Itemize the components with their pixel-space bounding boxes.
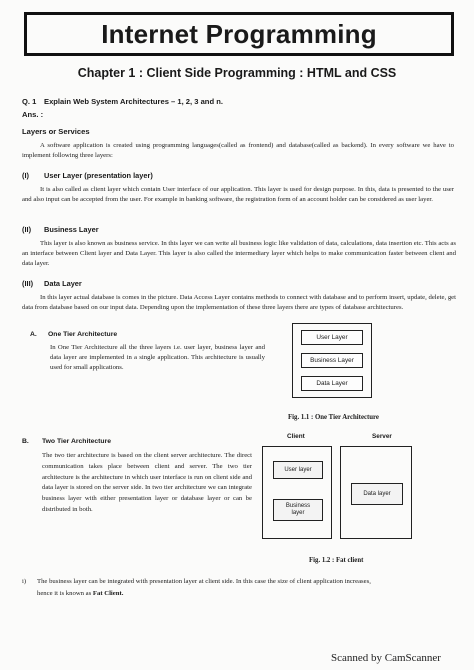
section-number: (II) [22, 225, 32, 234]
server-box [340, 446, 412, 539]
client-user-layer-box: User layer [273, 461, 323, 479]
section-data-layer-heading [22, 279, 82, 288]
paragraph-text: It is also called as client layer which contain User interface of our application. This layer is used for design purpose. In this, data is presented to the user and also input can be accepted from the user. For example in banking software, the registration form of an account holder can be considered as user layer. [22, 186, 454, 203]
subsection-title: One Tier Architecture [48, 331, 118, 338]
fat-client-term: Fat Client. [92, 590, 124, 597]
fat-client-text: hence it is known as [37, 590, 93, 597]
answer-label: Ans. : [22, 110, 44, 119]
one-tier-text: In One Tier Architecture all the three layers i.e. user layer, business layer and data layer are implemented in a single application. This architecture is usually used for small applications. [50, 344, 265, 371]
user-layer-box: User Layer [301, 330, 363, 345]
one-tier-diagram [292, 323, 372, 398]
server-data-layer-box: Data layer [351, 483, 403, 505]
question-text: Explain Web System Architectures – 1, 2, 3 and n. [44, 97, 223, 106]
chapter-heading: Chapter 1 : Client Side Programming : HTML and CSS [77, 66, 397, 80]
section-number: (III) [22, 279, 34, 288]
two-tier-heading [22, 438, 111, 445]
figure-caption: Fig. 1.2 : Fat client [309, 557, 364, 564]
fat-client-line-2 [37, 590, 123, 597]
business-layer-box: Business Layer [301, 353, 363, 368]
fat-client-text: The business layer can be integrated with presentation layer at client side. In this case the size of client application increases, [37, 578, 371, 585]
section-number: (I) [22, 171, 29, 180]
client-label: Client [287, 433, 305, 440]
subsection-letter: A. [30, 331, 37, 338]
subsection-title: Two Tier Architecture [42, 438, 111, 445]
fat-client-line [22, 578, 371, 585]
paragraph-text: This layer is also known as business service. In this layer we can write all business logic like validation of data, calculations, data insertion etc. This acts as an interface between Client layer and Data Layer. This layer is also called the intermediary layer which helps to make communication faster between client and data layer. [22, 240, 456, 267]
section-business-layer-text [22, 239, 456, 268]
intro-paragraph [22, 141, 454, 161]
layers-heading: Layers or Services [22, 127, 90, 136]
scanner-watermark: Scanned by CamScanner [331, 652, 441, 664]
question-number: Q. 1 [22, 97, 37, 106]
data-layer-box: Data Layer [301, 376, 363, 391]
page-title: Internet Programming [101, 18, 377, 49]
one-tier-heading [30, 331, 117, 338]
section-data-layer-text [22, 293, 456, 313]
intro-text: A software application is created using programming languages(called as frontend) and database(called as backend). In every software we have to implement following three layers: [22, 142, 454, 159]
section-business-layer-heading [22, 225, 99, 234]
question [22, 97, 223, 106]
section-title: User Layer (presentation layer) [44, 171, 153, 180]
item-number: i) [22, 578, 27, 585]
section-user-layer-heading [22, 171, 153, 180]
section-title: Data Layer [44, 279, 82, 288]
figure-caption: Fig. 1.1 : One Tier Architecture [288, 414, 379, 421]
section-user-layer-text [22, 185, 454, 205]
subsection-letter: B. [22, 438, 29, 445]
paragraph-text: In this layer actual database is comes in the picture. Data Access Layer contains methods to connect with database and to perform insert, update, delete, get data from database based on our input data. Depending upon the implementation of these three layers there are types of database architectures. [22, 294, 456, 311]
two-tier-text: The two tier architecture is based on the client server architecture. The direct communication takes place between client and server. The two tier architecture is the architecture in which user interface is run on client side and data layer is stored on the server side. In two tier architecture we can integrate business layer with either presentation layer or database layer or can be distributed in both. [42, 452, 252, 513]
client-business-layer-box: Business layer [273, 499, 323, 521]
title-box [24, 12, 454, 56]
section-title: Business Layer [44, 225, 99, 234]
client-box [262, 446, 332, 539]
server-label: Server [372, 433, 392, 440]
